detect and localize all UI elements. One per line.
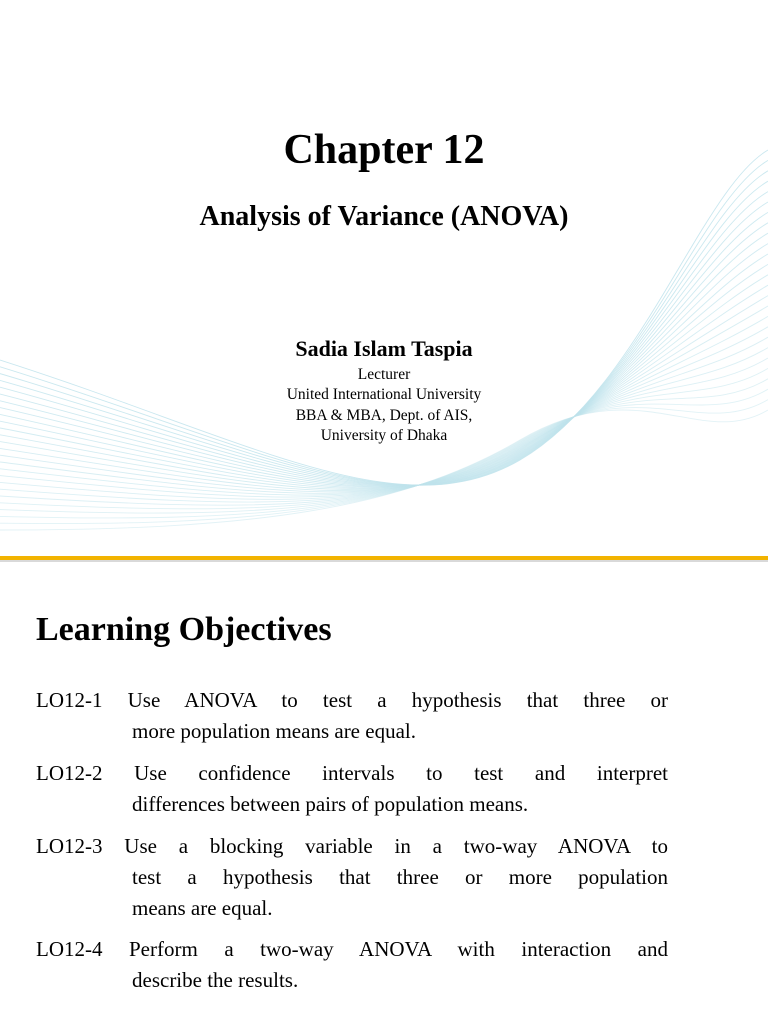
author-affiliation [0,365,768,446]
objective-line: LO12-4 Perform a two-way ANOVA with interaction and [36,937,668,961]
objective-line: more population means are equal. [132,719,416,743]
objective-item [36,934,668,996]
objective-line: describe the results. [132,968,299,992]
affiliation-line: University of Dhaka [320,426,448,444]
objective-line: differences between pairs of population means. [132,792,529,816]
chapter-heading: Chapter 12 [283,127,485,173]
slide-title: Learning Objectives [36,611,332,648]
objective-line: means are equal. [132,896,273,920]
author-name: Sadia Islam Taspia [295,336,473,361]
learning-objectives-slide [0,562,768,1024]
objective-line: LO12-1 Use ANOVA to test a hypothesis that three or [36,688,668,712]
objective-item [36,685,668,747]
objective-line: LO12-2 Use confidence intervals to test and interpret [36,761,668,785]
objective-line: LO12-3 Use a blocking variable in a two-way ANOVA to [36,834,668,858]
affiliation-line: Lecturer [357,366,411,383]
objective-item [36,758,668,820]
objective-item [36,831,668,924]
objective-line: test a hypothesis that three or more population [132,865,668,889]
affiliation-line: United International University [286,386,482,404]
chapter-subtitle: Analysis of Variance (ANOVA) [199,201,569,232]
affiliation-line: BBA & MBA, Dept. of AIS, [295,406,473,424]
